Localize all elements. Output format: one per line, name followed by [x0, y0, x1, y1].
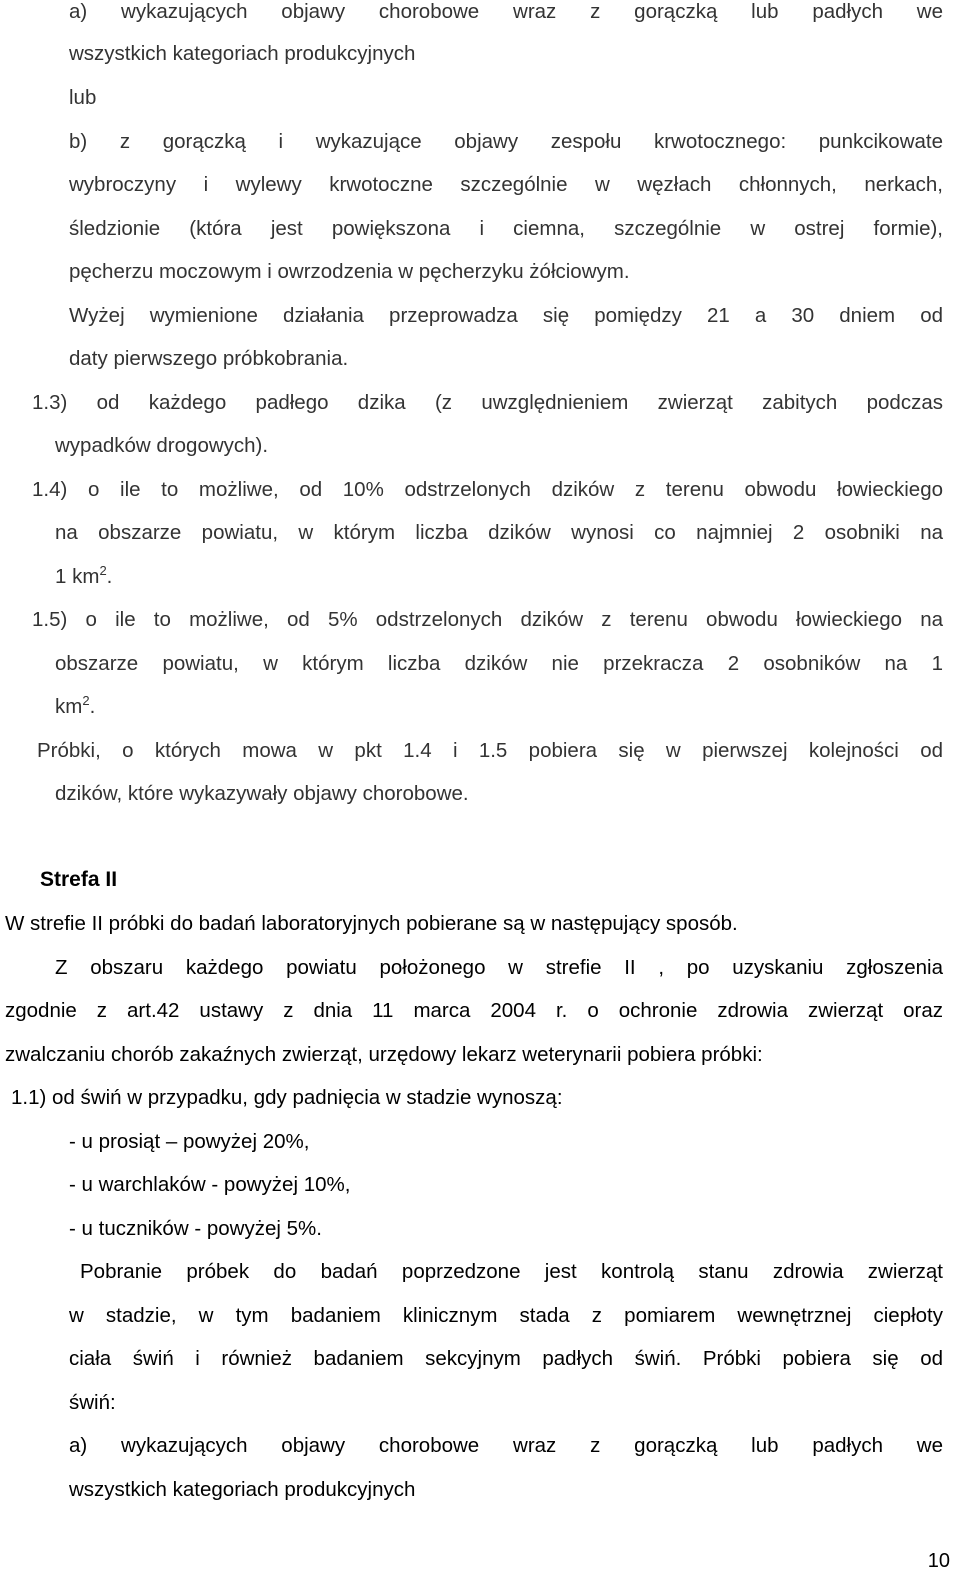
- text-line: na obszarze powiatu, w którym liczba dzików wynosi co najmniej 2 osobniki na: [55, 521, 943, 544]
- list-item: - u warchlaków - powyżej 10%,: [69, 1173, 351, 1196]
- text-line: Próbki, o których mowa w pkt 1.4 i 1.5 pobiera się w pierwszej kolejności od: [37, 739, 943, 762]
- list-item-1-4: 1.4) o ile to możliwe, od 10% odstrzelonych dzików z terenu obwodu łowieckiego: [32, 478, 943, 501]
- superscript: 2: [82, 693, 90, 708]
- text-line: śledzionie (która jest powiększona i ciemna, szczególnie w ostrej formie),: [69, 217, 943, 240]
- text-span: .: [106, 565, 113, 588]
- list-item: - u prosiąt – powyżej 20%,: [69, 1130, 310, 1153]
- text-line: daty pierwszego próbkobrania.: [69, 347, 349, 370]
- text-line: wypadków drogowych).: [55, 434, 269, 457]
- text-line: w stadzie, w tym badaniem klinicznym stada z pomiarem wewnętrznej ciepłoty: [69, 1304, 943, 1327]
- page-number: 10: [927, 1550, 950, 1572]
- text-line: ciała świń i również badaniem sekcyjnym padłych świń. Próbki pobiera się od: [69, 1347, 943, 1370]
- text-line: zgodnie z art.42 ustawy z dnia 11 marca 2004 r. o ochronie zdrowia zwierząt oraz: [5, 999, 943, 1022]
- text-line: W strefie II próbki do badań laboratoryjnych pobierane są w następujący sposób.: [5, 912, 738, 935]
- text-line: Z obszaru każdego powiatu położonego w strefie II , po uzyskaniu zgłoszenia: [55, 956, 943, 979]
- text-line: zwalczaniu chorób zakaźnych zwierząt, urzędowy lekarz weterynarii pobiera próbki:: [5, 1043, 763, 1066]
- list-item-1-3: 1.3) od każdego padłego dzika (z uwzględnieniem zwierząt zabitych podczas: [32, 391, 943, 414]
- text-line: lub: [69, 86, 97, 109]
- text-line: wybroczyny i wylewy krwotoczne szczególnie w węzłach chłonnych, nerkach,: [69, 173, 943, 196]
- text-line: obszarze powiatu, w którym liczba dzików nie przekracza 2 osobników na 1: [55, 652, 943, 675]
- text-line: b) z gorączką i wykazujące objawy zespołu krwotocznego: punkcikowate: [69, 130, 943, 153]
- list-item-1-1: 1.1) od świń w przypadku, gdy padnięcia w stadzie wynoszą:: [11, 1086, 563, 1109]
- text-line: a) wykazujących objawy chorobowe wraz z gorączką lub padłych we: [69, 0, 943, 23]
- text-line: pęcherzu moczowym i owrzodzenia w pęcherzyku żółciowym.: [69, 260, 630, 283]
- text-span: 1 km: [55, 565, 100, 588]
- text-line: wszystkich kategoriach produkcyjnych: [69, 42, 416, 65]
- text-line: [55, 695, 95, 719]
- text-line: [55, 565, 112, 589]
- text-span: .: [89, 695, 96, 718]
- text-span: km: [55, 695, 83, 718]
- text-line: a) wykazujących objawy chorobowe wraz z gorączką lub padłych we: [69, 1434, 943, 1457]
- superscript: 2: [99, 563, 107, 578]
- text-line: wszystkich kategoriach produkcyjnych: [69, 1478, 416, 1501]
- list-item: - u tuczników - powyżej 5%.: [69, 1217, 322, 1240]
- text-line: Pobranie próbek do badań poprzedzone jest kontrolą stanu zdrowia zwierząt: [80, 1260, 943, 1283]
- section-heading: Strefa II: [40, 868, 118, 891]
- list-item-1-5: 1.5) o ile to możliwe, od 5% odstrzelonych dzików z terenu obwodu łowieckiego na: [32, 608, 943, 631]
- text-line: Wyżej wymienione działania przeprowadza się pomiędzy 21 a 30 dniem od: [69, 304, 943, 327]
- text-line: dzików, które wykazywały objawy chorobowe.: [55, 782, 469, 805]
- text-line: świń:: [69, 1391, 116, 1414]
